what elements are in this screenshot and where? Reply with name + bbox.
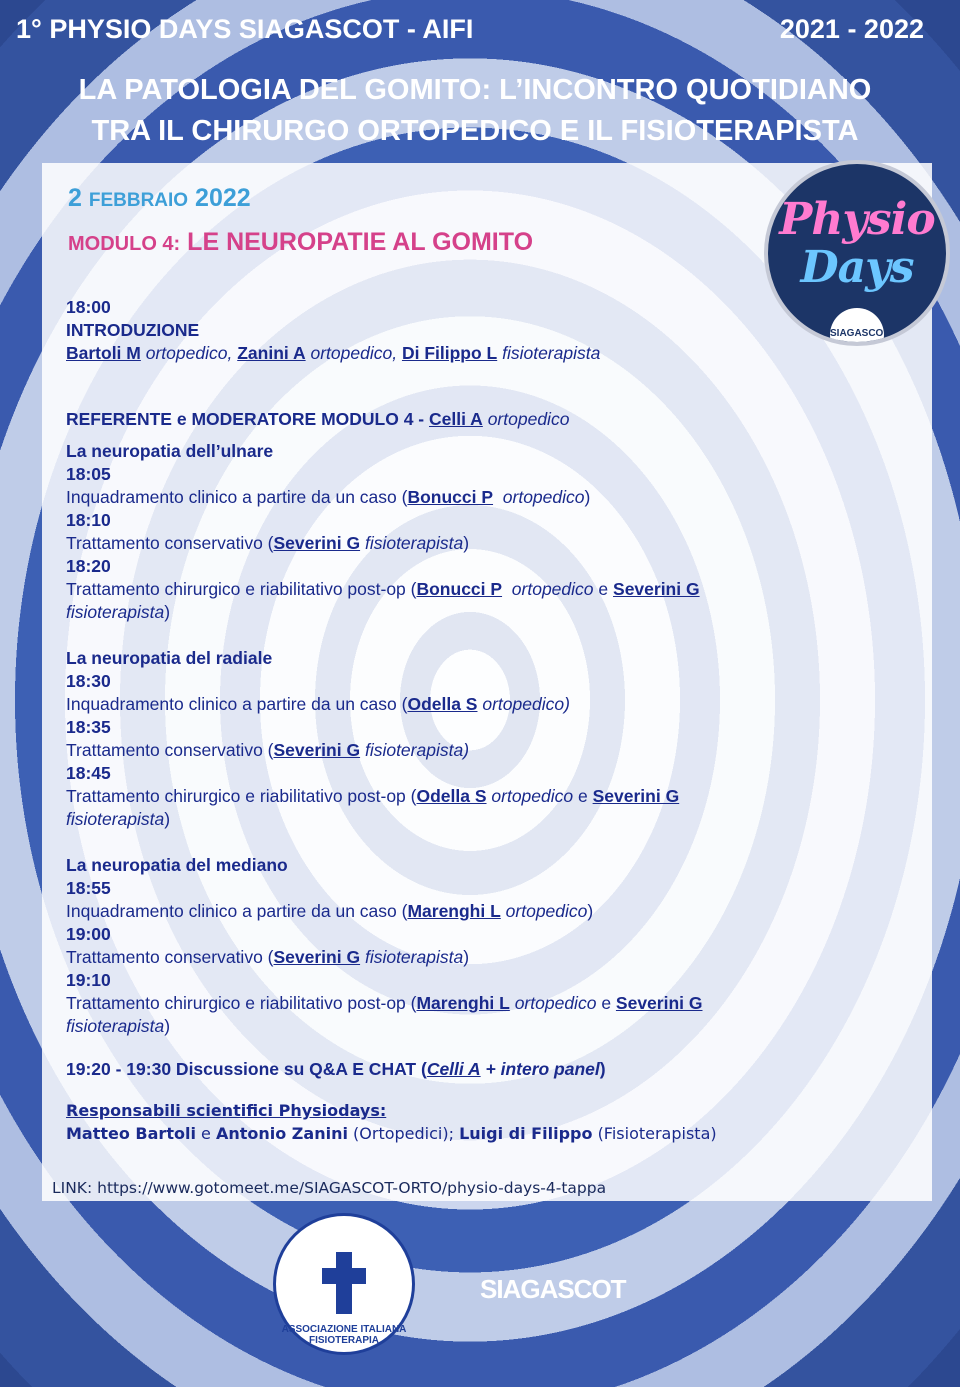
session-time: 18:45: [66, 763, 111, 783]
discussion-line: 19:20 - 19:30 Discussione su Q&A E CHAT (Celli A + intero panel): [66, 1059, 606, 1079]
siagascot-seal-icon: [830, 308, 890, 346]
section-ulnare: [66, 440, 717, 624]
speaker-role: ortopedico: [505, 901, 588, 921]
manager-role: (Fisioterapista): [597, 1124, 717, 1143]
manager-name: Matteo Bartoli: [66, 1124, 196, 1143]
session-time: 18:30: [66, 671, 111, 691]
speaker-link[interactable]: Celli A: [426, 1059, 481, 1079]
session-desc: Trattamento chirurgico e riabilitativo post-op (Odella S ortopedico e Severini G fisioterapista): [66, 786, 680, 829]
speaker-link[interactable]: Di Filippo L: [401, 343, 498, 363]
module-name: LE NEUROPATIE AL GOMITO: [187, 228, 534, 256]
cross-icon: [322, 1252, 366, 1314]
session-time: 19:10: [66, 970, 111, 990]
session-text: Trattamento conservativo (: [66, 740, 274, 760]
section-title: La neuropatia del mediano: [66, 855, 288, 875]
speaker-role: ortopedico,: [310, 343, 398, 363]
session-desc: [66, 693, 717, 716]
speaker-role: fisioterapista: [364, 947, 464, 967]
referente-line: [66, 408, 717, 431]
title-line-1: LA PATOLOGIA DEL GOMITO: L’INCONTRO QUOTIDIANO: [78, 74, 872, 106]
speaker-link[interactable]: Severini G: [592, 786, 680, 806]
speaker-link[interactable]: Severini G: [273, 740, 361, 760]
session-time: 18:20: [66, 556, 111, 576]
managers-list: [66, 1122, 717, 1145]
session-desc: Trattamento conservativo (Severini G fisioterapista): [66, 533, 470, 553]
speaker-link[interactable]: Severini G: [273, 533, 361, 553]
module-title: [68, 228, 533, 257]
speaker-link[interactable]: Severini G: [615, 993, 703, 1013]
conjunction: e: [578, 786, 588, 806]
aifi-logo: [273, 1213, 415, 1355]
referente-label: REFERENTE e MODERATORE MODULO 4 -: [66, 409, 425, 429]
section-title: La neuropatia dell’ulnare: [66, 441, 274, 461]
event-date: [68, 184, 251, 213]
speaker-link[interactable]: Bonucci P: [407, 487, 494, 507]
session-text: Trattamento chirurgico e riabilitativo post-op (: [66, 993, 417, 1013]
module-prefix: MODULO 4:: [68, 233, 181, 255]
speaker-link[interactable]: Celli A: [429, 409, 483, 429]
speaker-role: ortopedico: [487, 409, 570, 429]
session-time: 18:35: [66, 717, 111, 737]
speaker-link[interactable]: Zanini A: [237, 343, 306, 363]
conjunction: e: [598, 579, 609, 599]
seal-text: SIAGASCOT: [830, 328, 890, 339]
section-radiale: [66, 647, 717, 831]
conjunction: e: [201, 1124, 211, 1143]
page-title: [0, 70, 950, 152]
session-desc: Trattamento chirurgico e riabilitativo post-op (Bonucci P ortopedico e Severini G fisioterapista): [66, 579, 700, 622]
program: [66, 296, 717, 1145]
manager-role: (Ortopedici);: [353, 1124, 454, 1143]
aifi-logo-text: ASSOCIAZIONE ITALIANA FISIOTERAPIA: [281, 1324, 407, 1346]
event-name: 1° PHYSIO DAYS SIAGASCOT - AIFI: [16, 14, 474, 44]
session-text: Trattamento chirurgico e riabilitativo post-op (: [66, 579, 417, 599]
meeting-link[interactable]: LINK: https://www.gotomeet.me/SIAGASCOT-ORTO/physio-days-4-tappa: [52, 1179, 607, 1197]
speaker-role: fisioterapista: [502, 343, 601, 363]
date-year: 2022: [195, 184, 251, 212]
session-text: Trattamento conservativo (: [66, 533, 274, 553]
section-mediano: [66, 854, 717, 1038]
scientific-managers: [66, 1099, 717, 1145]
speaker-role: ortopedico,: [145, 343, 233, 363]
discussion-text: 19:20 - 19:30 Discussione su Q&A E CHAT (: [66, 1059, 427, 1079]
session-desc: Trattamento chirurgico e riabilitativo post-op (Marenghi L ortopedico e Severini G fisioterapista): [66, 993, 703, 1036]
session-desc: [66, 739, 717, 762]
speaker-link[interactable]: Marenghi L: [407, 901, 501, 921]
intro-speakers: [66, 342, 717, 365]
session-desc: Trattamento conservativo (Severini G fisioterapista): [66, 947, 470, 967]
event-years: 2021 - 2022: [779, 14, 924, 44]
speaker-role: fisioterapista: [364, 533, 464, 553]
session-time: 18:05: [66, 464, 111, 484]
speaker-role: fisioterapista: [66, 602, 165, 622]
speaker-role: fisioterapista: [66, 1016, 165, 1036]
session-text: Inquadramento clinico a partire da un caso (: [66, 487, 408, 507]
discussion-tail: + intero panel: [485, 1059, 600, 1079]
speaker-link[interactable]: Severini G: [613, 579, 700, 599]
conjunction: e: [601, 993, 612, 1013]
speaker-link[interactable]: Marenghi L: [416, 993, 510, 1013]
speaker-role: fisioterapista: [66, 809, 165, 829]
speaker-role: fisioterapista): [364, 740, 470, 760]
speaker-link[interactable]: Odella S: [407, 694, 478, 714]
date-month: FEBBRAIO: [88, 190, 189, 211]
speaker-link[interactable]: Odella S: [416, 786, 487, 806]
speaker-role: ortopedico: [491, 786, 574, 806]
page-header: [0, 0, 960, 160]
section-title: La neuropatia del radiale: [66, 648, 273, 668]
session-text: Inquadramento clinico a partire da un caso (: [66, 694, 408, 714]
title-line-2: TRA IL CHIRURGO ORTOPEDICO E IL FISIOTERAPISTA: [91, 115, 859, 147]
session-desc: Inquadramento clinico a partire da un caso (Marenghi L ortopedico): [66, 901, 594, 921]
speaker-role: ortopedico: [514, 993, 597, 1013]
managers-label: Responsabili scientifici Physiodays:: [66, 1101, 387, 1120]
speaker-role: ortopedico: [502, 487, 585, 507]
date-day: 2: [68, 184, 82, 212]
speaker-link[interactable]: Severini G: [273, 947, 361, 967]
logo-text-physio: Physio: [779, 194, 935, 245]
speaker-link[interactable]: Bonucci P: [416, 579, 503, 599]
logo-text-days: Days: [800, 242, 914, 293]
speaker-link[interactable]: Bartoli M: [66, 343, 141, 363]
speaker-role: ortopedico: [511, 579, 594, 599]
physio-days-logo: [764, 160, 950, 346]
session-time: 18:55: [66, 878, 111, 898]
session-desc: Inquadramento clinico a partire da un caso (Bonucci P ortopedico): [66, 487, 591, 507]
intro-title: INTRODUZIONE: [66, 320, 200, 340]
session-time: 18:10: [66, 510, 111, 530]
intro-time: 18:00: [66, 297, 111, 317]
session-text: Inquadramento clinico a partire da un caso (: [66, 901, 408, 921]
manager-name: Luigi di Filippo: [459, 1124, 593, 1143]
speaker-role: ortopedico): [482, 694, 570, 714]
manager-name: Antonio Zanini: [215, 1124, 348, 1143]
siagascot-logo: [480, 1228, 626, 1348]
session-text: Trattamento conservativo (: [66, 947, 274, 967]
session-time: 19:00: [66, 924, 111, 944]
session-text: Trattamento chirurgico e riabilitativo post-op (: [66, 786, 417, 806]
siagascot-logo-text: SIAGASCOT: [480, 1274, 626, 1304]
